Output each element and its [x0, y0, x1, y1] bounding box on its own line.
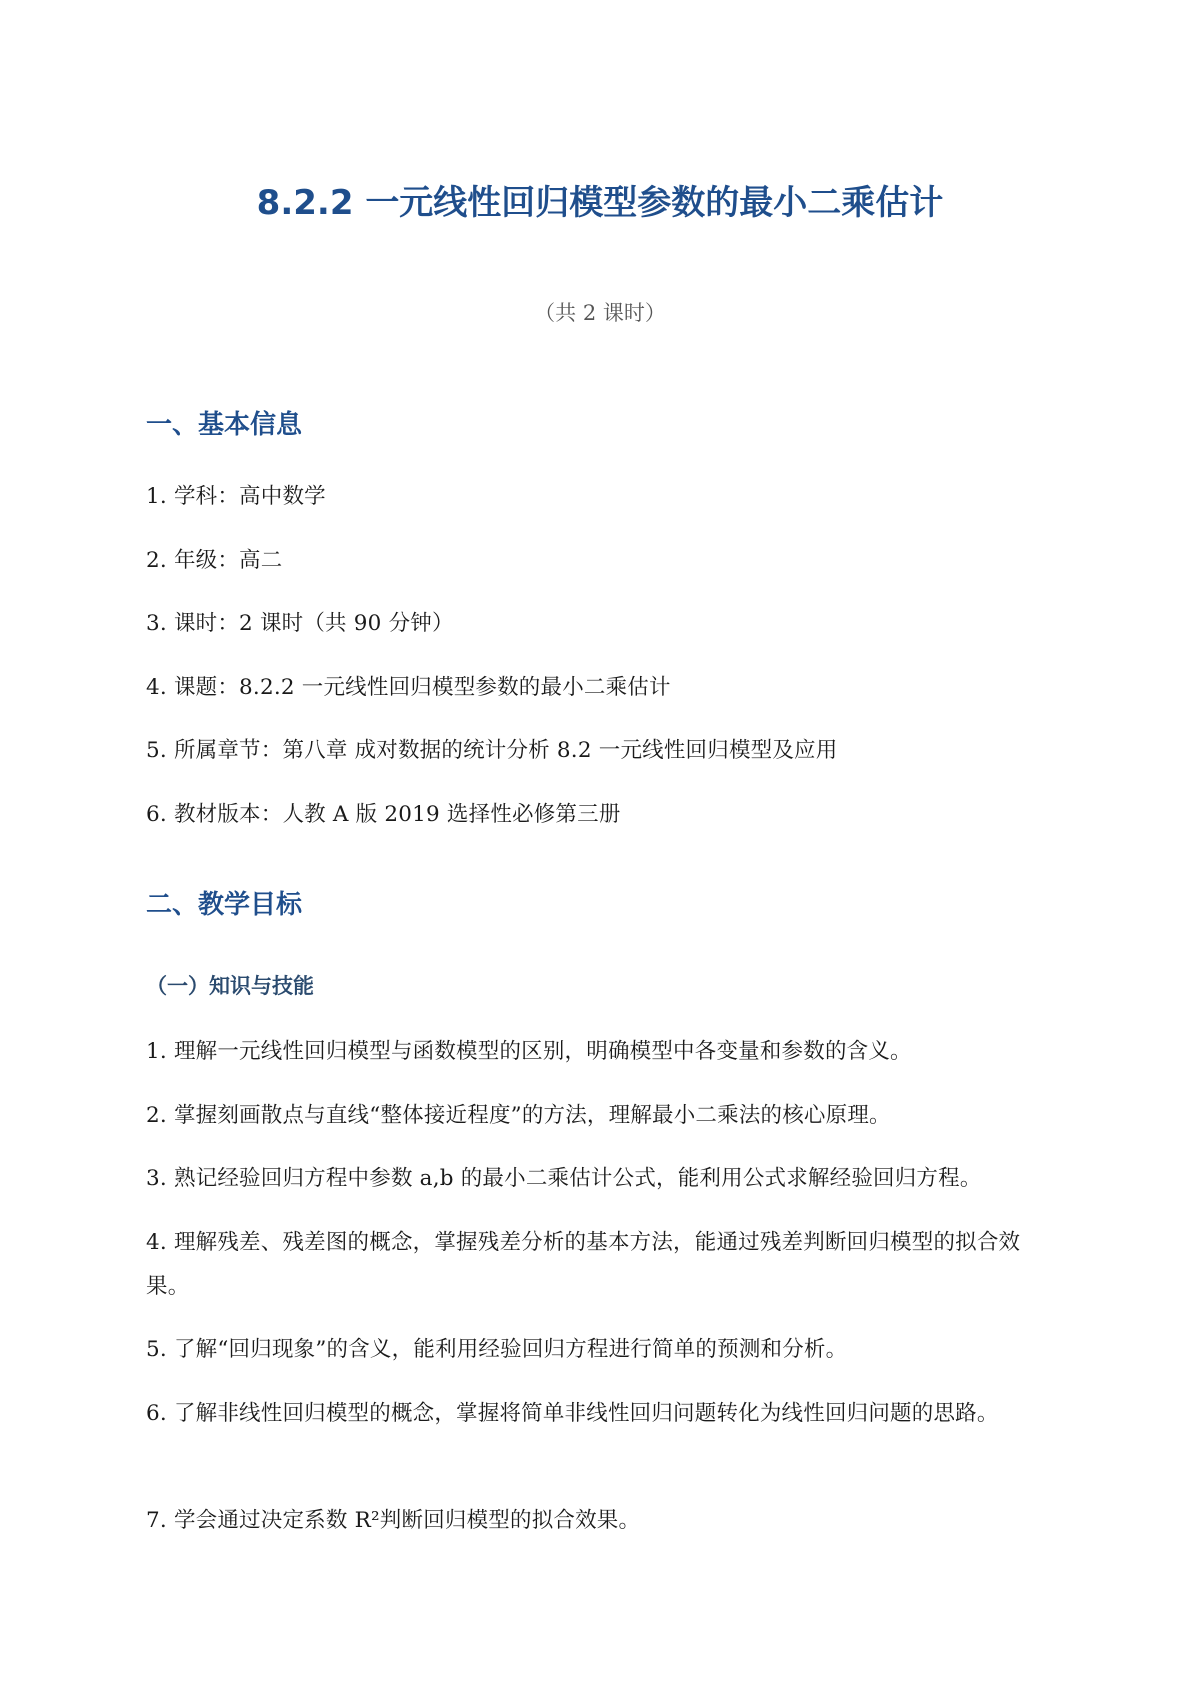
subheading-knowledge-skills: （一）知识与技能: [146, 974, 314, 998]
basic-info-item: 2. 年级：高二: [146, 548, 283, 573]
goal-item: 4. 理解残差、残差图的概念，掌握残差分析的基本方法，能通过残差判断回归模型的拟合效果。: [146, 1230, 1021, 1299]
basic-info-item: 4. 课题：8.2.2 一元线性回归模型参数的最小二乘估计: [146, 675, 671, 700]
document-title: 8.2.2 一元线性回归模型参数的最小二乘估计: [256, 183, 944, 223]
basic-info-item: 1. 学科：高中数学: [146, 484, 326, 509]
basic-info-item: 6. 教材版本：人教 A 版 2019 选择性必修第三册: [146, 802, 621, 827]
goal-item: 1. 理解一元线性回归模型与函数模型的区别，明确模型中各变量和参数的含义。: [146, 1039, 912, 1064]
lesson-count: （共 2 课时）: [534, 301, 666, 325]
goal-item: 3. 熟记经验回归方程中参数 a,b 的最小二乘估计公式，能利用公式求解经验回归方程。: [146, 1166, 982, 1191]
section-heading-basic-info: 一、基本信息: [146, 410, 303, 440]
goal-item: 2. 掌握刻画散点与直线“整体接近程度”的方法，理解最小二乘法的核心原理。: [146, 1103, 891, 1128]
basic-info-item: 3. 课时：2 课时（共 90 分钟）: [146, 611, 454, 636]
goal-item: 7. 学会通过决定系数 R²判断回归模型的拟合效果。: [146, 1508, 641, 1533]
section-heading-teaching-goals: 二、教学目标: [146, 890, 303, 920]
goal-item: 6. 了解非线性回归模型的概念，掌握将简单非线性回归问题转化为线性回归问题的思路。: [146, 1401, 999, 1426]
goal-item: 5. 了解“回归现象”的含义，能利用经验回归方程进行简单的预测和分析。: [146, 1337, 848, 1362]
basic-info-item: 5. 所属章节：第八章 成对数据的统计分析 8.2 一元线性回归模型及应用: [146, 738, 838, 763]
